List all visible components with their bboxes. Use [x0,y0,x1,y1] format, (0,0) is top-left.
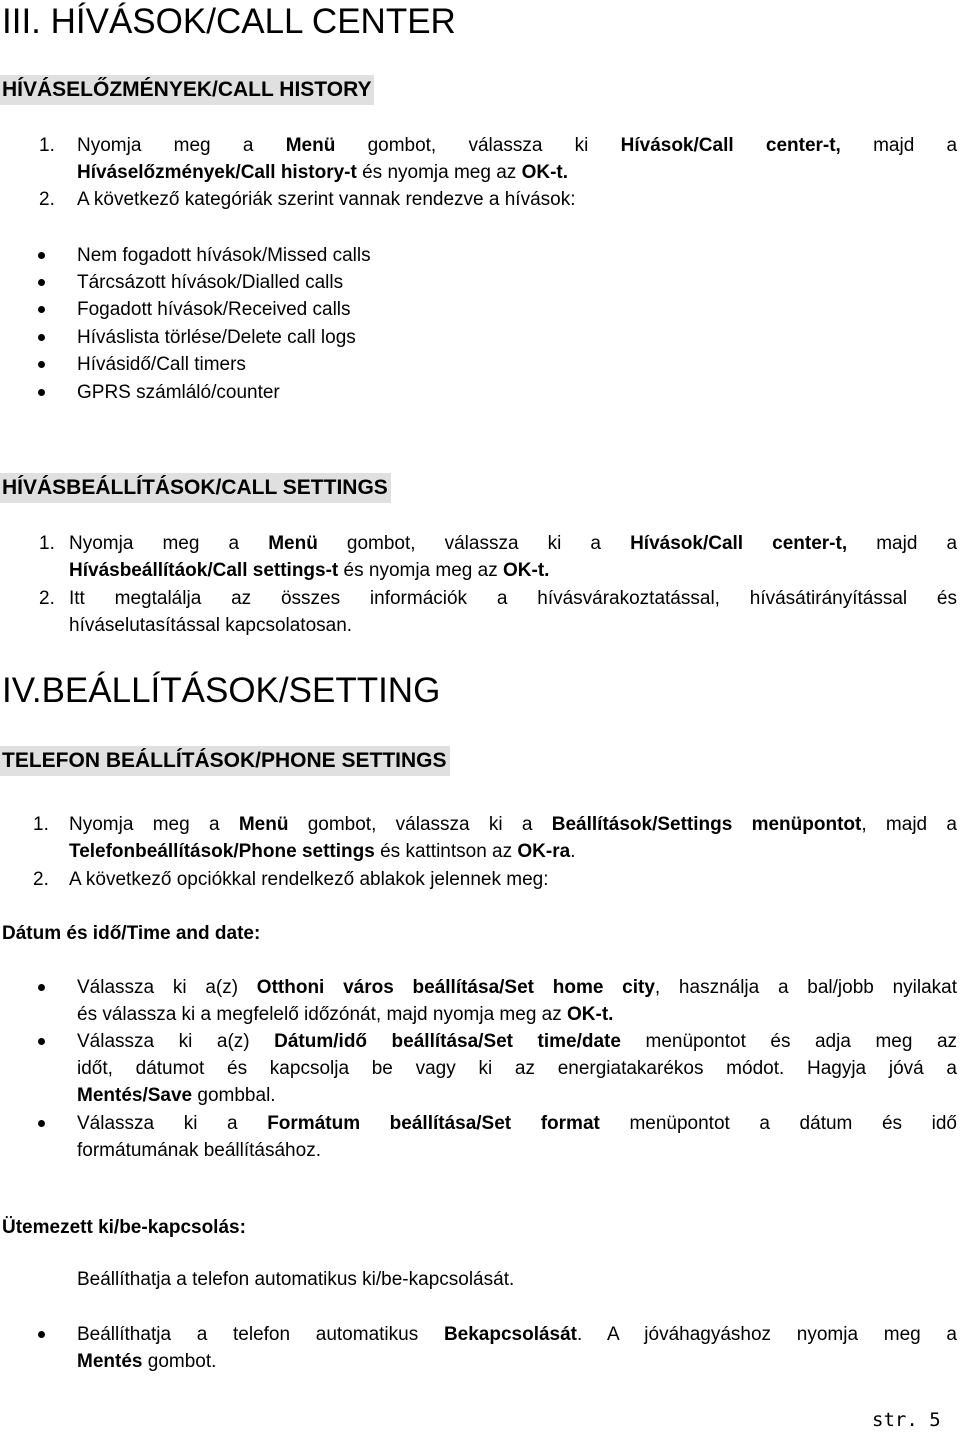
step-number: 1. [39,533,55,554]
heading-call-settings: HÍVÁSBEÁLLÍTÁSOK/CALL SETTINGS [0,473,391,503]
step-text: Nyomja meg a Menü gombot, válassza ki Hívások/Call center-t, majd a [77,135,958,156]
subheading-time-and-date: Dátum és idő/Time and date: [2,923,261,944]
list-item-line2: formátumának beállításához. [77,1140,321,1161]
heading-phone-settings: TELEFON BEÁLLÍTÁSOK/PHONE SETTINGS [0,746,450,776]
list-item: Nem fogadott hívások/Missed calls [77,245,371,266]
bullet-icon [38,334,45,341]
step-number: 2. [39,189,55,210]
list-item: Híváslista törlése/Delete call logs [77,327,356,348]
step-text: Nyomja meg a Menü gombot, válassza ki a Beállítások/Settings menüpontot, majd a [69,814,957,835]
list-item: Válassza ki a(z) Dátum/idő beállítása/Set time/date menüpontot és adja meg az [77,1031,958,1052]
step-text-line2: Híváselőzmények/Call history-t és nyomja meg az OK-t. [77,162,569,183]
page-number: str. 5 [872,1409,941,1431]
heading-call-history: HÍVÁSELŐZMÉNYEK/CALL HISTORY [0,75,374,105]
bullet-icon [38,306,45,313]
bullet-icon [38,279,45,286]
step-text-line2: Telefonbeállítások/Phone settings és kattintson az OK-ra. [69,841,576,862]
bullet-icon [38,1120,45,1127]
step-number: 2. [39,588,55,609]
bullet-icon [38,361,45,368]
list-item-line2: Mentés gombot. [77,1351,217,1372]
bullet-icon [38,1038,45,1045]
subheading-scheduled-power: Ütemezett ki/be-kapcsolás: [2,1217,246,1238]
list-item: Válassza ki a(z) Otthoni város beállítása/Set home city, használja a bal/jobb nyilakat [77,977,958,998]
list-item: Válassza ki a Formátum beállítása/Set format menüpontot a dátum és idő [77,1113,957,1134]
list-item: Beállíthatja a telefon automatikus Bekapcsolását. A jóváhagyáshoz nyomja meg a [77,1324,957,1345]
list-item: Fogadott hívások/Received calls [77,299,351,320]
step-number: 1. [33,814,49,835]
bullet-icon [38,252,45,259]
step-text: Itt megtalálja az összes információk a hívásvárakoztatással, hívásátirányítással és [69,588,957,609]
step-text: Nyomja meg a Menü gombot, válassza ki a Hívások/Call center-t, majd a [69,533,958,554]
list-item-line2: időt, dátumot és kapcsolja be vagy ki az energiatakarékos módot. Hagyja jóvá a [77,1058,957,1079]
bullet-icon [38,389,45,396]
step-text-line2: Hívásbeállítáok/Call settings-t és nyomja meg az OK-t. [69,560,550,581]
section-title-settings: IV.BEÁLLÍTÁSOK/SETTING [2,671,441,710]
bullet-icon [38,1331,45,1338]
step-number: 2. [33,869,49,890]
list-item-line2: és válassza ki a megfelelő időzónát, majd nyomja meg az OK-t. [77,1004,614,1025]
list-item: GPRS számláló/counter [77,382,280,403]
list-item-line3: Mentés/Save gombbal. [77,1085,276,1106]
intro-text: Beállíthatja a telefon automatikus ki/be-kapcsolását. [77,1269,515,1290]
step-text: A következő kategóriák szerint vannak rendezve a hívások: [77,189,576,210]
list-item: Hívásidő/Call timers [77,354,246,375]
bullet-icon [38,984,45,991]
section-title-call-center: III. HÍVÁSOK/CALL CENTER [2,2,456,41]
step-number: 1. [39,135,55,156]
list-item: Tárcsázott hívások/Dialled calls [77,272,344,293]
step-text: A következő opciókkal rendelkező ablakok jelennek meg: [69,869,549,890]
step-text-line2: híváselutasítással kapcsolatosan. [69,615,353,636]
